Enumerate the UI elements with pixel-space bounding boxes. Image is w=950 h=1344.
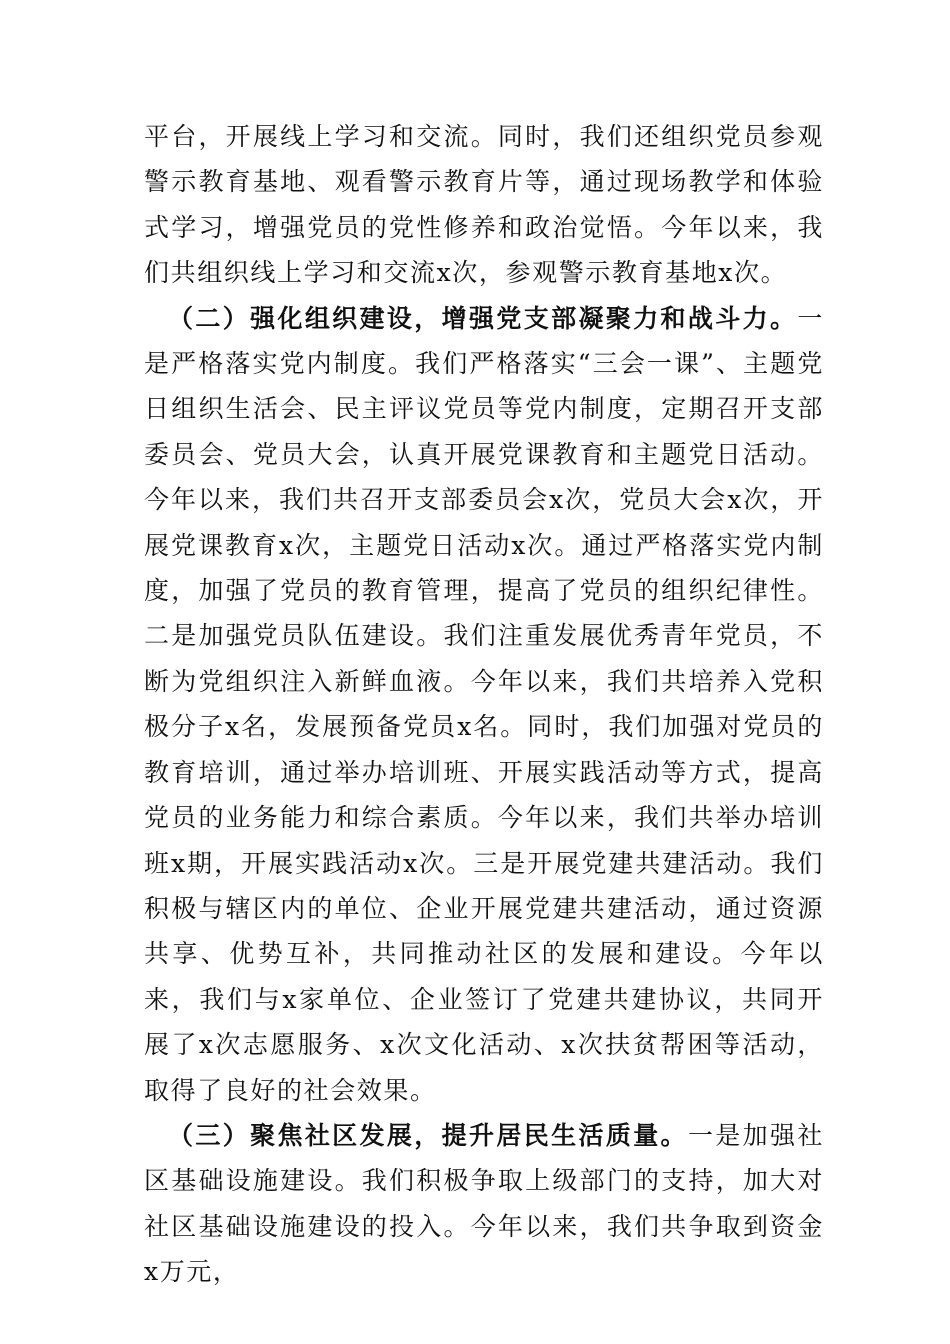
paragraph-2-text: 一是严格落实党内制度。我们严格落实“三会一课”、主题党日组织生活会、民主评议党员等党内制度，定期召开支部委员会、党员大会，认真开展党课教育和主题党日活动。今年以来，我们共召开支部委员会x次，党员大会x次，开展党课教育x次，主题党日活动x次。通过严格落实党内制度，加强了党员的教育管理，提高了党员的组织纪律性。二是加强党员队伍建设。我们注重发展优秀青年党员，不断为党组织注入新鲜血液。今年以来，我们共培养入党积极分子x名，发展预备党员x名。同时，我们加强对党员的教育培训，通过举办培训班、开展实践活动等方式，提高党员的业务能力和综合素质。今年以来，我们共举办培训班x期，开展实践活动x次。三是开展党建共建活动。我们积极与辖区内的单位、企业开展党建共建活动，通过资源共享、优势互补，共同推动社区的发展和建设。今年以来，我们与x家单位、企业签订了党建共建协议，共同开展了x次志愿服务、x次文化活动、x次扶贫帮困等活动，取得了良好的社会效果。 (144, 303, 824, 1105)
paragraph-1 (144, 114, 824, 296)
document-body (144, 114, 824, 1295)
paragraph-3-heading: （三）聚焦社区发展，提升居民生活质量。 (168, 1120, 688, 1150)
paragraph-1-text: 平台，开展线上学习和交流。同时，我们还组织党员参观警示教育基地、观看警示教育片等，通过现场教学和体验式学习，增强党员的党性修养和政治觉悟。今年以来，我们共组织线上学习和交流x次，参观警示教育基地x次。 (144, 122, 824, 288)
paragraph-2-heading: （二）强化组织建设，增强党支部凝聚力和战斗力。 (168, 303, 798, 333)
paragraph-2 (144, 296, 824, 1113)
paragraph-3-text: 一是加强社区基础设施建设。我们积极争取上级部门的支持，加大对社区基础设施建设的投入。今年以来，我们共争取到资金x万元， (144, 1120, 824, 1287)
paragraph-3 (144, 1113, 824, 1295)
